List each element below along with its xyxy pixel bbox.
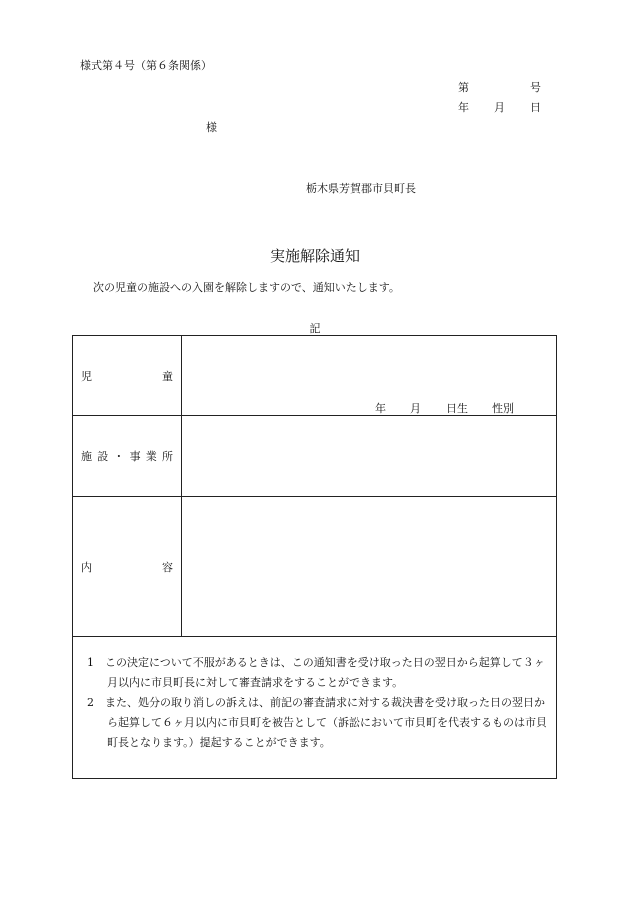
content-label-cell bbox=[73, 497, 182, 637]
facility-value-cell[interactable] bbox=[182, 416, 557, 497]
row-content bbox=[73, 497, 557, 637]
note-item-1 bbox=[79, 653, 550, 693]
birth-day: 日生 bbox=[446, 402, 468, 415]
child-label-b: 童 bbox=[162, 369, 173, 383]
row-notes bbox=[73, 637, 557, 779]
facility-label-cell bbox=[73, 416, 182, 497]
facility-char: 施 bbox=[81, 450, 92, 463]
date-month: 月 bbox=[494, 101, 505, 114]
issuer: 栃木県芳賀郡市貝町長 bbox=[306, 182, 416, 195]
content-label bbox=[73, 559, 181, 575]
notes-cell bbox=[73, 637, 557, 779]
addressee-suffix: 様 bbox=[206, 121, 217, 134]
child-label-a: 児 bbox=[81, 369, 92, 383]
row-facility bbox=[73, 416, 557, 497]
child-label bbox=[73, 368, 181, 384]
facility-label bbox=[73, 448, 181, 464]
note-number: 2 bbox=[87, 696, 94, 709]
birth-year: 年 bbox=[375, 402, 386, 415]
birth-month: 月 bbox=[410, 402, 421, 415]
note-item-2 bbox=[79, 693, 550, 753]
date-day: 日 bbox=[530, 101, 541, 114]
content-value-cell[interactable] bbox=[182, 497, 557, 637]
content-label-b: 容 bbox=[162, 560, 173, 574]
notes bbox=[73, 637, 556, 753]
facility-char: ・ bbox=[113, 450, 125, 463]
facility-char: 業 bbox=[145, 450, 157, 463]
doc-number-suffix: 号 bbox=[530, 81, 541, 94]
form-number: 様式第４号（第６条関係） bbox=[80, 59, 212, 72]
details-table bbox=[72, 335, 557, 779]
child-label-cell bbox=[73, 336, 182, 416]
gender-label: 性別 bbox=[492, 402, 514, 415]
row-child bbox=[73, 336, 557, 416]
note-number: 1 bbox=[87, 656, 94, 669]
note-text: この決定について不服があるときは、この通知書を受け取った日の翌日から起算して３ヶ月以内に市貝町長に対して審査請求をすることができます。 bbox=[105, 656, 545, 689]
child-value-cell[interactable] bbox=[182, 336, 557, 416]
facility-char: 所 bbox=[161, 450, 173, 463]
facility-char: 事 bbox=[129, 450, 141, 463]
date-year: 年 bbox=[458, 101, 469, 114]
document-title: 実施解除通知 bbox=[269, 247, 360, 265]
doc-number-prefix: 第 bbox=[458, 81, 469, 94]
facility-char: 設 bbox=[97, 450, 109, 463]
intro-text: 次の児童の施設への入園を解除しますので、通知いたします。 bbox=[93, 281, 400, 294]
ki-label: 記 bbox=[309, 322, 321, 335]
note-text: また、処分の取り消しの訴えは、前記の審査請求に対する裁決書を受け取った日の翌日から起算して６ヶ月以内に市貝町を被告として（訴訟において市貝町を代表するものは市貝町長となります。）提起することができます。 bbox=[105, 696, 547, 749]
content-label-a: 内 bbox=[81, 560, 92, 574]
